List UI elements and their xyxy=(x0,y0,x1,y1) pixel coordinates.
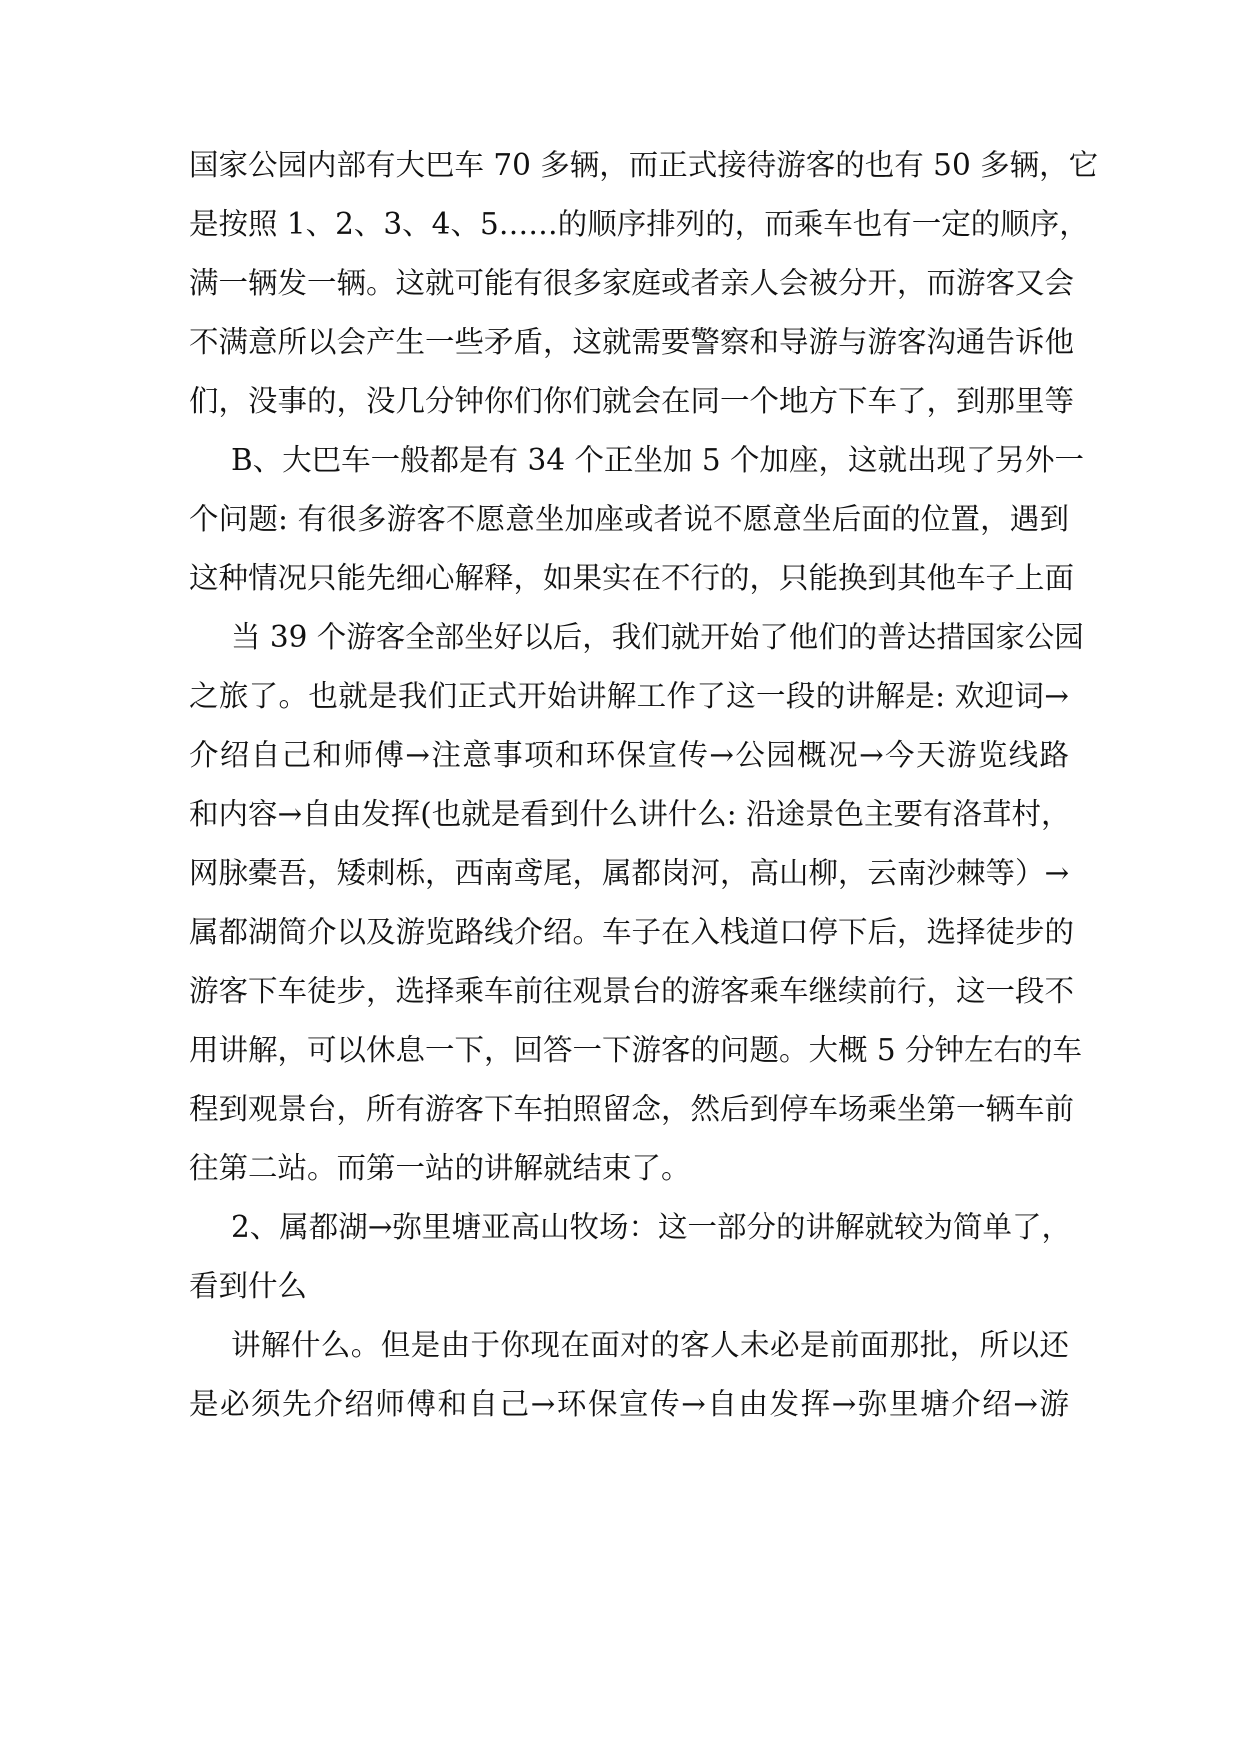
text-line: 之旅了。也就是我们正式开始讲解工作了这一段的讲解是: 欢迎词→ xyxy=(189,679,1069,713)
text-line: 这种情况只能先细心解释，如果实在不行的，只能换到其他车子上面 xyxy=(189,561,1075,595)
text-line: 讲解什么。但是由于你现在面对的客人未必是前面那批，所以还 xyxy=(231,1328,1069,1362)
text-line: 2、属都湖→弥里塘亚高山牧场：这一部分的讲解就较为简单了， xyxy=(231,1210,1071,1244)
text-line: 介绍自己和师傅→注意事项和环保宣传→公园概况→今天游览线路 xyxy=(189,738,1069,772)
text-line: 满一辆发一辆。这就可能有很多家庭或者亲人会被分开，而游客又会 xyxy=(189,266,1075,300)
text-line: 是按照 1、2、3、4、5……的顺序排列的，而乘车也有一定的顺序， xyxy=(189,207,1089,241)
text-line: 个问题: 有很多游客不愿意坐加座或者说不愿意坐后面的位置，遇到 xyxy=(189,502,1069,536)
text-line: 不满意所以会产生一些矛盾，这就需要警察和导游与游客沟通告诉他 xyxy=(189,325,1075,359)
text-line: 们，没事的，没几分钟你们你们就会在同一个地方下车了，到那里等 xyxy=(189,384,1075,418)
text-line: 国家公园内部有大巴车 70 多辆，而正式接待游客的也有 50 多辆，它 xyxy=(189,148,1099,182)
text-line: 看到什么 xyxy=(189,1269,308,1303)
text-line: 程到观景台，所有游客下车拍照留念，然后到停车场乘坐第一辆车前 xyxy=(189,1092,1075,1126)
text-line: 是必须先介绍师傅和自己→环保宣传→自由发挥→弥里塘介绍→游 xyxy=(189,1387,1069,1421)
text-line: 当 39 个游客全部坐好以后，我们就开始了他们的普达措国家公园 xyxy=(231,620,1084,654)
text-line: 游客下车徒步，选择乘车前往观景台的游客乘车继续前行，这一段不 xyxy=(189,974,1075,1008)
text-line: 属都湖简介以及游览路线介绍。车子在入栈道口停下后，选择徒步的 xyxy=(189,915,1075,949)
text-line: 往第二站。而第一站的讲解就结束了。 xyxy=(189,1151,691,1185)
text-line: 用讲解，可以休息一下，回答一下游客的问题。大概 5 分钟左右的车 xyxy=(189,1033,1083,1067)
text-line: 和内容→自由发挥(也就是看到什么讲什么: 沿途景色主要有洛茸村， xyxy=(189,797,1071,831)
text-line: 网脉橐吾，矮刺栎，西南鸢尾，属都岗河，高山柳，云南沙棘等）→ xyxy=(189,856,1070,890)
text-line: B、大巴车一般都是有 34 个正坐加 5 个加座，这就出现了另外一 xyxy=(231,443,1084,477)
